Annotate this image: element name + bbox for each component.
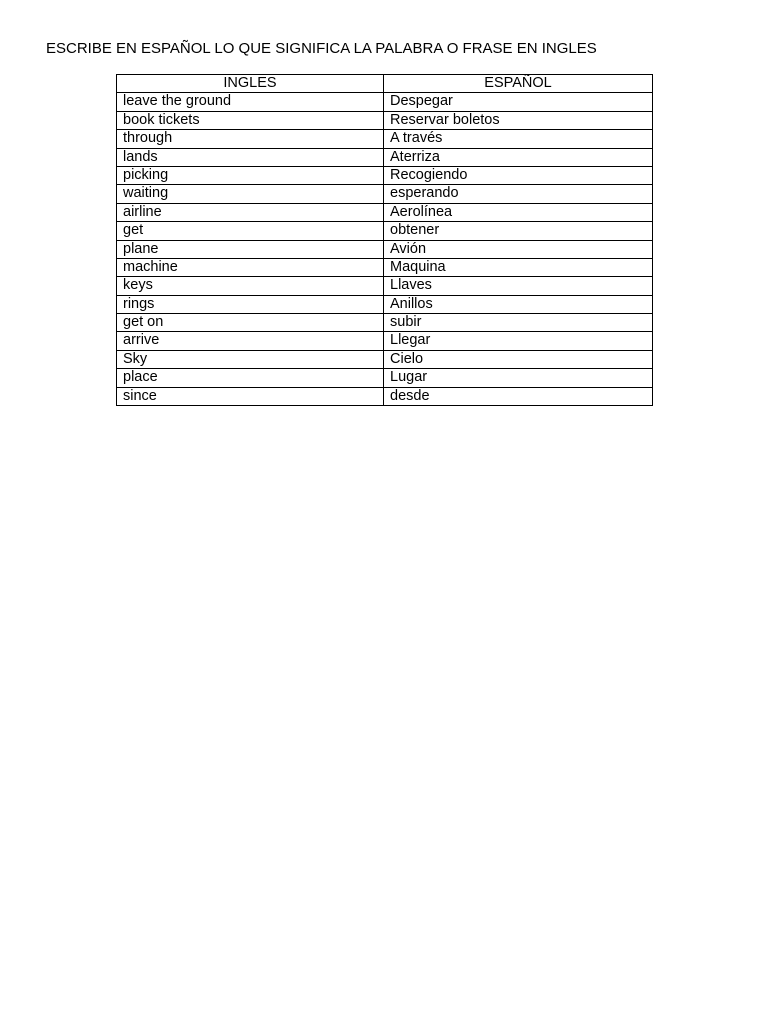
- english-cell: get: [117, 222, 384, 240]
- table-row: [117, 332, 653, 350]
- spanish-cell: A través: [384, 130, 653, 148]
- table-row: [117, 111, 653, 129]
- spanish-cell: Reservar boletos: [384, 111, 653, 129]
- spanish-cell: Llegar: [384, 332, 653, 350]
- english-cell: through: [117, 130, 384, 148]
- english-cell: rings: [117, 295, 384, 313]
- english-cell: place: [117, 369, 384, 387]
- spanish-cell: subir: [384, 314, 653, 332]
- spanish-cell: Llaves: [384, 277, 653, 295]
- spanish-cell: Aterriza: [384, 148, 653, 166]
- spanish-cell: Avión: [384, 240, 653, 258]
- table-row: [117, 350, 653, 368]
- english-cell: leave the ground: [117, 93, 384, 111]
- table-row: [117, 387, 653, 405]
- english-cell: airline: [117, 203, 384, 221]
- english-cell: get on: [117, 314, 384, 332]
- table-row: [117, 295, 653, 313]
- english-cell: plane: [117, 240, 384, 258]
- table-row: [117, 258, 653, 276]
- table-row: [117, 93, 653, 111]
- column-header-ingles: INGLES: [117, 75, 384, 93]
- table-row: [117, 314, 653, 332]
- vocabulary-table: [116, 74, 653, 406]
- spanish-cell: Cielo: [384, 350, 653, 368]
- table-row: [117, 148, 653, 166]
- table-row: [117, 277, 653, 295]
- spanish-cell: Lugar: [384, 369, 653, 387]
- english-cell: machine: [117, 258, 384, 276]
- english-cell: keys: [117, 277, 384, 295]
- english-cell: lands: [117, 148, 384, 166]
- spanish-cell: Recogiendo: [384, 166, 653, 184]
- english-cell: since: [117, 387, 384, 405]
- english-cell: arrive: [117, 332, 384, 350]
- spanish-cell: desde: [384, 387, 653, 405]
- english-cell: waiting: [117, 185, 384, 203]
- table-header-row: [117, 75, 653, 93]
- spanish-cell: esperando: [384, 185, 653, 203]
- table-row: [117, 222, 653, 240]
- table-row: [117, 240, 653, 258]
- english-cell: picking: [117, 166, 384, 184]
- spanish-cell: Maquina: [384, 258, 653, 276]
- table-row: [117, 185, 653, 203]
- page-title: ESCRIBE EN ESPAÑOL LO QUE SIGNIFICA LA PALABRA O FRASE EN INGLES: [46, 40, 597, 57]
- table-row: [117, 369, 653, 387]
- spanish-cell: obtener: [384, 222, 653, 240]
- spanish-cell: Aerolínea: [384, 203, 653, 221]
- table-row: [117, 203, 653, 221]
- spanish-cell: Despegar: [384, 93, 653, 111]
- table-row: [117, 166, 653, 184]
- column-header-espanol: ESPAÑOL: [384, 75, 653, 93]
- spanish-cell: Anillos: [384, 295, 653, 313]
- table-row: [117, 130, 653, 148]
- english-cell: book tickets: [117, 111, 384, 129]
- english-cell: Sky: [117, 350, 384, 368]
